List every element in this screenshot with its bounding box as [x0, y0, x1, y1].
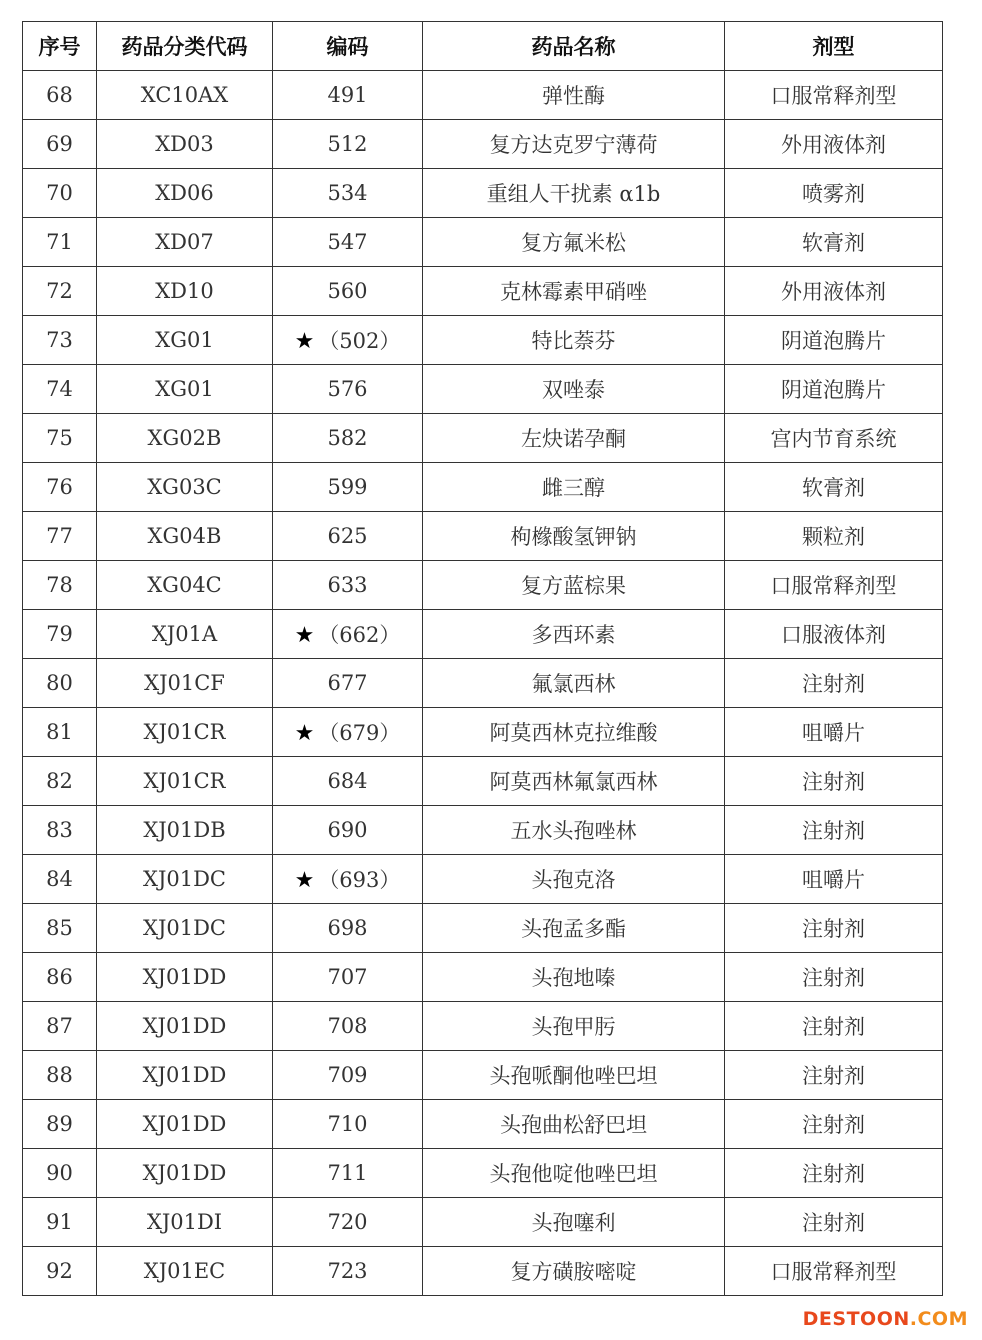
table-row — [23, 659, 943, 708]
cell-code: 708 — [273, 1002, 423, 1051]
cell-code: 709 — [273, 1051, 423, 1100]
cell-name: 头孢他啶他唑巴坦 — [423, 1149, 725, 1198]
cell-name: 枸橼酸氢钾钠 — [423, 512, 725, 561]
cell-form: 软膏剂 — [725, 463, 943, 512]
cell-code: 491 — [273, 71, 423, 120]
star-icon: ★ — [294, 329, 315, 354]
cell-seq: 77 — [23, 512, 97, 561]
cell-name: 复方达克罗宁薄荷 — [423, 120, 725, 169]
table-row — [23, 169, 943, 218]
cell-seq: 86 — [23, 953, 97, 1002]
cell-name: 左炔诺孕酮 — [423, 414, 725, 463]
cell-code: 698 — [273, 904, 423, 953]
cell-code: 710 — [273, 1100, 423, 1149]
cell-form: 注射剂 — [725, 659, 943, 708]
table-row — [23, 610, 943, 659]
cell-seq: 89 — [23, 1100, 97, 1149]
cell-code: 711 — [273, 1149, 423, 1198]
cell-class-code: XD03 — [97, 120, 273, 169]
cell-class-code: XJ01EC — [97, 1247, 273, 1296]
cell-seq: 92 — [23, 1247, 97, 1296]
cell-name: 氟氯西林 — [423, 659, 725, 708]
cell-seq: 71 — [23, 218, 97, 267]
cell-name: 头孢甲肟 — [423, 1002, 725, 1051]
cell-seq: 82 — [23, 757, 97, 806]
cell-name: 复方氟米松 — [423, 218, 725, 267]
header-code: 编码 — [273, 22, 423, 71]
cell-class-code: XJ01DC — [97, 904, 273, 953]
cell-class-code: XG01 — [97, 365, 273, 414]
cell-code: 576 — [273, 365, 423, 414]
cell-name: 头孢哌酮他唑巴坦 — [423, 1051, 725, 1100]
cell-seq: 79 — [23, 610, 97, 659]
cell-code: 677 — [273, 659, 423, 708]
header-row — [23, 22, 943, 71]
cell-form: 注射剂 — [725, 1002, 943, 1051]
cell-form: 注射剂 — [725, 1100, 943, 1149]
cell-class-code: XJ01CR — [97, 708, 273, 757]
cell-seq: 88 — [23, 1051, 97, 1100]
code-text: （679） — [318, 721, 401, 745]
header-name: 药品名称 — [423, 22, 725, 71]
table-row — [23, 316, 943, 365]
cell-name: 阿莫西林氟氯西林 — [423, 757, 725, 806]
cell-code — [273, 610, 423, 659]
cell-form: 阴道泡腾片 — [725, 316, 943, 365]
cell-name: 多西环素 — [423, 610, 725, 659]
cell-form: 注射剂 — [725, 1051, 943, 1100]
table-row — [23, 414, 943, 463]
table-row — [23, 120, 943, 169]
cell-class-code: XJ01DB — [97, 806, 273, 855]
cell-code — [273, 316, 423, 365]
cell-class-code: XJ01DD — [97, 1149, 273, 1198]
table-row — [23, 855, 943, 904]
cell-seq: 90 — [23, 1149, 97, 1198]
cell-form: 咀嚼片 — [725, 855, 943, 904]
cell-name: 头孢噻利 — [423, 1198, 725, 1247]
table-row — [23, 806, 943, 855]
header-form: 剂型 — [725, 22, 943, 71]
cell-class-code: XG04C — [97, 561, 273, 610]
table-row — [23, 1100, 943, 1149]
cell-form: 软膏剂 — [725, 218, 943, 267]
table-row — [23, 1051, 943, 1100]
cell-class-code: XG04B — [97, 512, 273, 561]
cell-class-code: XG02B — [97, 414, 273, 463]
cell-seq: 73 — [23, 316, 97, 365]
cell-code: 599 — [273, 463, 423, 512]
cell-code: 582 — [273, 414, 423, 463]
cell-code: 690 — [273, 806, 423, 855]
cell-form: 注射剂 — [725, 757, 943, 806]
cell-class-code: XD06 — [97, 169, 273, 218]
table-body — [23, 71, 943, 1296]
cell-form: 咀嚼片 — [725, 708, 943, 757]
table-header — [23, 22, 943, 71]
table-row — [23, 218, 943, 267]
cell-form: 阴道泡腾片 — [725, 365, 943, 414]
cell-seq: 75 — [23, 414, 97, 463]
cell-class-code: XJ01CF — [97, 659, 273, 708]
cell-form: 口服液体剂 — [725, 610, 943, 659]
cell-seq: 69 — [23, 120, 97, 169]
watermark — [803, 1308, 968, 1330]
cell-seq: 91 — [23, 1198, 97, 1247]
table-row — [23, 561, 943, 610]
cell-name: 弹性酶 — [423, 71, 725, 120]
cell-class-code: XJ01DD — [97, 953, 273, 1002]
cell-form: 喷雾剂 — [725, 169, 943, 218]
cell-form: 注射剂 — [725, 1198, 943, 1247]
cell-code: 707 — [273, 953, 423, 1002]
cell-form: 口服常释剂型 — [725, 1247, 943, 1296]
cell-name: 复方磺胺嘧啶 — [423, 1247, 725, 1296]
cell-class-code: XG01 — [97, 316, 273, 365]
table-row — [23, 1149, 943, 1198]
table-row — [23, 904, 943, 953]
cell-seq: 80 — [23, 659, 97, 708]
cell-class-code: XC10AX — [97, 71, 273, 120]
table-row — [23, 708, 943, 757]
table-row — [23, 1002, 943, 1051]
cell-seq: 70 — [23, 169, 97, 218]
cell-form: 注射剂 — [725, 1149, 943, 1198]
cell-form: 颗粒剂 — [725, 512, 943, 561]
table-row — [23, 463, 943, 512]
cell-class-code: XJ01DD — [97, 1051, 273, 1100]
cell-seq: 85 — [23, 904, 97, 953]
cell-seq: 87 — [23, 1002, 97, 1051]
header-class-code: 药品分类代码 — [97, 22, 273, 71]
cell-name: 头孢地嗪 — [423, 953, 725, 1002]
header-seq: 序号 — [23, 22, 97, 71]
cell-name: 重组人干扰素 α1b — [423, 169, 725, 218]
cell-class-code: XJ01DI — [97, 1198, 273, 1247]
cell-name: 双唑泰 — [423, 365, 725, 414]
cell-code — [273, 855, 423, 904]
cell-seq: 81 — [23, 708, 97, 757]
cell-code: 560 — [273, 267, 423, 316]
cell-seq: 76 — [23, 463, 97, 512]
cell-form: 注射剂 — [725, 953, 943, 1002]
cell-form: 外用液体剂 — [725, 267, 943, 316]
cell-code: 547 — [273, 218, 423, 267]
cell-name: 特比萘芬 — [423, 316, 725, 365]
table-row — [23, 71, 943, 120]
cell-class-code: XJ01CR — [97, 757, 273, 806]
table-row — [23, 953, 943, 1002]
cell-code: 720 — [273, 1198, 423, 1247]
code-text: （502） — [318, 329, 401, 353]
cell-name: 克林霉素甲硝唑 — [423, 267, 725, 316]
cell-class-code: XD07 — [97, 218, 273, 267]
cell-code — [273, 708, 423, 757]
table-row — [23, 365, 943, 414]
cell-seq: 84 — [23, 855, 97, 904]
star-icon: ★ — [294, 868, 315, 893]
cell-seq: 74 — [23, 365, 97, 414]
cell-form: 注射剂 — [725, 904, 943, 953]
cell-code: 625 — [273, 512, 423, 561]
code-text: （693） — [318, 868, 401, 892]
cell-class-code: XJ01DD — [97, 1100, 273, 1149]
cell-form: 注射剂 — [725, 806, 943, 855]
cell-class-code: XJ01DD — [97, 1002, 273, 1051]
cell-seq: 72 — [23, 267, 97, 316]
cell-name: 头孢曲松舒巴坦 — [423, 1100, 725, 1149]
cell-name: 复方蓝棕果 — [423, 561, 725, 610]
table-row — [23, 512, 943, 561]
cell-class-code: XD10 — [97, 267, 273, 316]
star-icon: ★ — [294, 623, 315, 648]
cell-form: 外用液体剂 — [725, 120, 943, 169]
table-row — [23, 1247, 943, 1296]
cell-name: 头孢克洛 — [423, 855, 725, 904]
watermark-part1: DESTOON — [802, 1308, 910, 1330]
cell-code: 534 — [273, 169, 423, 218]
cell-name: 阿莫西林克拉维酸 — [423, 708, 725, 757]
cell-name: 雌三醇 — [423, 463, 725, 512]
table-row — [23, 1198, 943, 1247]
cell-form: 口服常释剂型 — [725, 71, 943, 120]
star-icon: ★ — [294, 721, 315, 746]
cell-form: 口服常释剂型 — [725, 561, 943, 610]
cell-class-code: XJ01DC — [97, 855, 273, 904]
table-row — [23, 267, 943, 316]
cell-class-code: XG03C — [97, 463, 273, 512]
cell-seq: 68 — [23, 71, 97, 120]
cell-seq: 78 — [23, 561, 97, 610]
cell-name: 五水头孢唑林 — [423, 806, 725, 855]
cell-code: 512 — [273, 120, 423, 169]
cell-code: 723 — [273, 1247, 423, 1296]
cell-class-code: XJ01A — [97, 610, 273, 659]
drug-table — [22, 21, 943, 1296]
cell-form: 宫内节育系统 — [725, 414, 943, 463]
cell-code: 633 — [273, 561, 423, 610]
cell-name: 头孢孟多酯 — [423, 904, 725, 953]
cell-seq: 83 — [23, 806, 97, 855]
table-row — [23, 757, 943, 806]
watermark-part2: .COM — [909, 1308, 968, 1330]
cell-code: 684 — [273, 757, 423, 806]
code-text: （662） — [318, 623, 401, 647]
